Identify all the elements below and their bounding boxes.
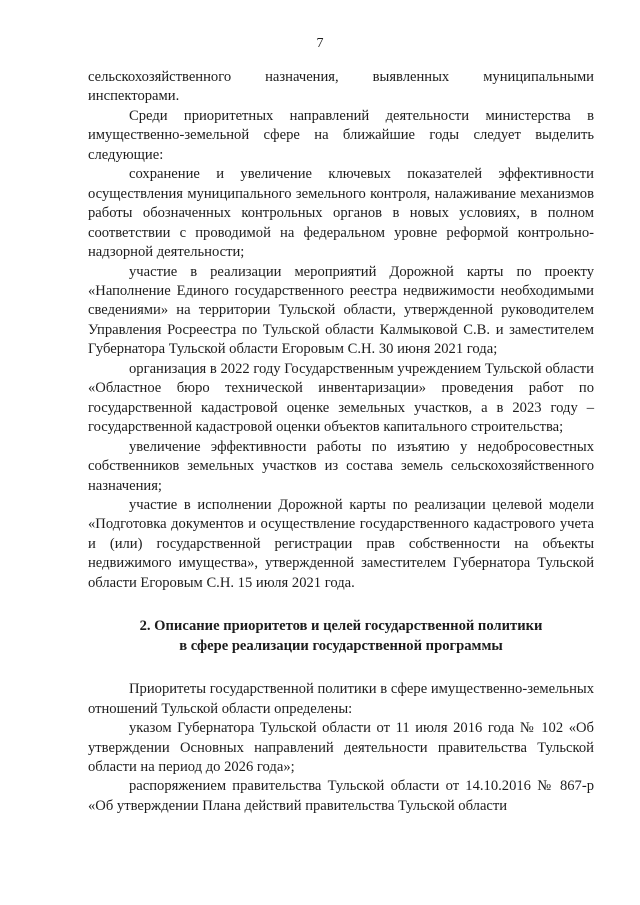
section-heading-line: 2. Описание приоритетов и целей государственной политики xyxy=(139,618,543,635)
paragraph: распоряжением правительства Тульской области от 14.10.2016 № 867-р «Об утверждении Плана действий правительства Тульской области xyxy=(88,778,594,814)
paragraph: увеличение эффективности работы по изъятию у недобросовестных собственников земельных участков из состава земель сельскохозяйственного назначения; xyxy=(88,438,594,494)
paragraph: сохранение и увеличение ключевых показателей эффективности осуществления муниципального земельного контроля, налаживание механизмов работы обозначенных контрольных органов в новых условиях, в полном соответствии с проводимой на федеральном уровне реформой контрольно-надзорной деятельности; xyxy=(88,166,594,261)
paragraph: Приоритеты государственной политики в сфере имущественно-земельных отношений Тульской области определены: xyxy=(88,681,594,717)
paragraph: указом Губернатора Тульской области от 11 июля 2016 года № 102 «Об утверждении Основных направлений деятельности правительства Тульской области на период до 2026 года»; xyxy=(88,720,594,775)
paragraph: участие в реализации мероприятий Дорожной карты по проекту «Наполнение Единого государственного реестра недвижимости необходимыми сведениями» на территории Тульской области, утвержденной руководителем Управления Росреестра по Тульской области Калмыковой С.В. и заместителем Губернатора Тульской области Егоровым С.Н. 30 июня 2021 года; xyxy=(88,263,594,358)
section-heading-line: в сфере реализации государственной программы xyxy=(179,637,503,654)
paragraph: организация в 2022 году Государственным учреждением Тульской области «Областное бюро технической инвентаризации» проведения работ по государственной кадастровой оценке земельных участков, а в 2023 году – государственной кадастровой оценки объектов капитального строительства; xyxy=(88,360,594,436)
paragraph: участие в исполнении Дорожной карты по реализации целевой модели «Подготовка документов и осуществление государственного кадастрового учета и (или) государственной регистрации прав собственности на объекты недвижимого имущества», утвержденной заместителем Губернатора Тульской области Егоровым С.Н. 15 июля 2021 года. xyxy=(88,496,594,591)
section-heading xyxy=(88,617,594,656)
paragraph: Среди приоритетных направлений деятельности министерства в имущественно-земельной сфере на ближайшие годы следует выделить следующие: xyxy=(88,107,594,163)
paragraph: сельскохозяйственного назначения, выявленных муниципальными инспекторами. xyxy=(88,69,594,105)
page-number: 7 xyxy=(316,36,324,51)
document-body xyxy=(88,68,594,816)
